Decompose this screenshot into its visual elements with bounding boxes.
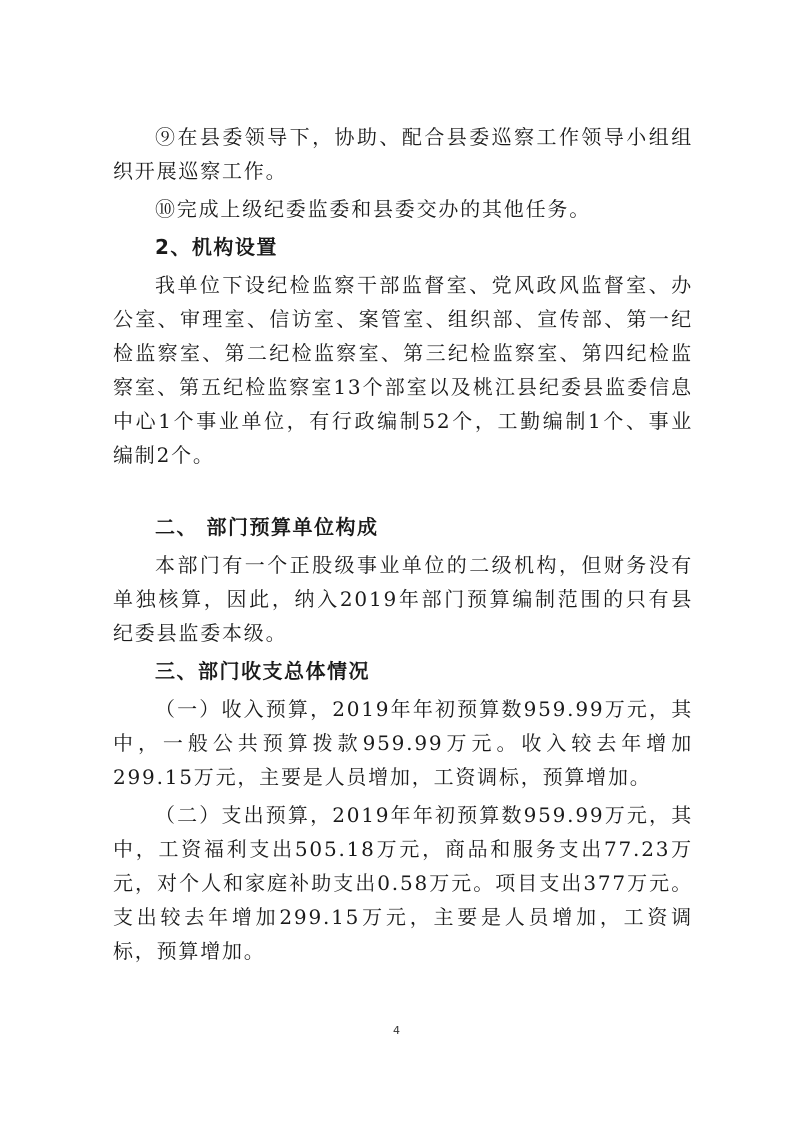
heading-budget-units: 二、 部门预算单位构成 bbox=[155, 515, 379, 539]
paragraph-expense-budget: （二）支出预算，2019年年初预算数959.99万元，其中，工资福利支出505.18万元，商品和服务支出77.23万元，对个人和家庭补助支出0.58万元。项目支出377万元。支出较去年增加299.15万元，主要是人员增加，工资调标，预算增加。 bbox=[113, 803, 693, 963]
paragraph-income-budget: （一）收入预算，2019年年初预算数959.99万元，其中，一般公共预算拨款959.99万元。收入较去年增加299.15万元，主要是人员增加，工资调标，预算增加。 bbox=[113, 697, 693, 789]
paragraph-inspection-assist: ⑨在县委领导下，协助、配合县委巡察工作领导小组组织开展巡察工作。 bbox=[113, 125, 693, 183]
document-body bbox=[113, 120, 693, 968]
page-number: 4 bbox=[393, 1024, 400, 1037]
paragraph-budget-units: 本部门有一个正股级事业单位的二级机构，但财务没有单独核算，因此，纳入2019年部门预算编制范围的只有县纪委县监委本级。 bbox=[113, 553, 693, 645]
paragraph-organization-details: 我单位下设纪检监察干部监督室、党风政风监督室、办公室、审理室、信访室、案管室、组织部、宣传部、第一纪检监察室、第二纪检监察室、第三纪检监察室、第四纪检监察室、第五纪检监察室13个部室以及桃江县纪委县监委信息中心1个事业单位，有行政编制52个，工勤编制1个、事业编制2个。 bbox=[113, 273, 693, 467]
heading-income-expense-overview: 三、部门收支总体情况 bbox=[155, 659, 370, 683]
heading-organization-setup: 2、机构设置 bbox=[155, 235, 278, 259]
paragraph-other-tasks: ⑩完成上级纪委监委和县委交办的其他任务。 bbox=[155, 197, 591, 221]
